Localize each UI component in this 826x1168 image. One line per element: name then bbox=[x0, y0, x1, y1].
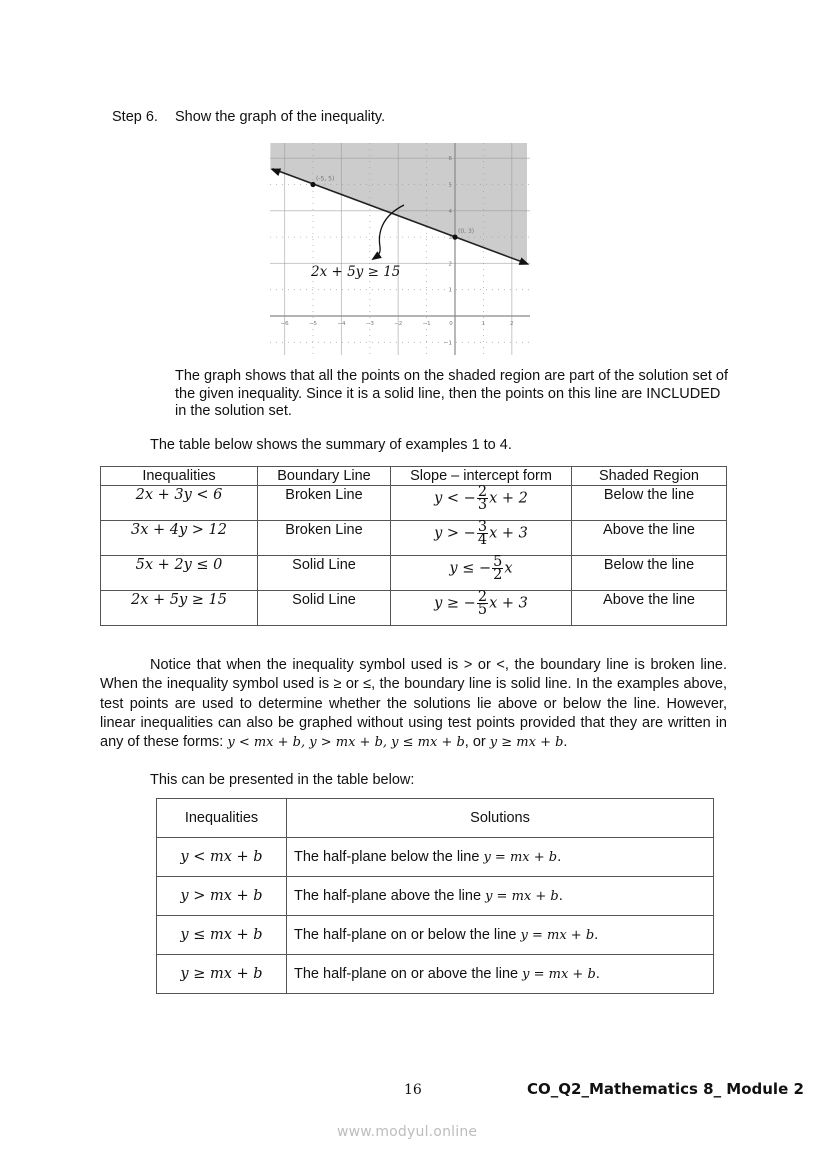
row-inequality: 2x + 5y ≥ 15 bbox=[101, 591, 258, 626]
row-inequality: y > mx + b bbox=[157, 877, 287, 916]
x-tick-label: −6 bbox=[280, 321, 289, 327]
solution-end: . bbox=[594, 928, 599, 943]
slope-fraction bbox=[492, 556, 503, 581]
watermark: www.modyul.online bbox=[337, 1124, 478, 1140]
fraction-numerator: 2 bbox=[477, 589, 488, 605]
summary-header-row bbox=[101, 467, 727, 486]
header-solutions: Solutions bbox=[287, 799, 714, 838]
row-region: Below the line bbox=[572, 556, 727, 591]
y-tick-label: 4 bbox=[448, 208, 452, 215]
notice-forms: y < mx + b, y > mx + b, y ≤ mx + b bbox=[227, 735, 465, 751]
y-tick-label: 3 bbox=[448, 235, 452, 242]
page-number: 16 bbox=[404, 1082, 422, 1098]
graph-explanation: The graph shows that all the points on the shaded region are part of the solution set of the given inequality. Since it is a solid line, then the points on this line are INCLUDED in the solution set. bbox=[175, 368, 728, 419]
row-inequality: 3x + 4y > 12 bbox=[101, 521, 258, 556]
y-tick-label: 2 bbox=[448, 261, 452, 268]
fraction-denominator: 3 bbox=[477, 497, 488, 513]
point-label: (-5, 5) bbox=[316, 175, 335, 183]
row-boundary: Solid Line bbox=[258, 556, 391, 591]
graph-point bbox=[452, 235, 457, 240]
fraction-numerator: 2 bbox=[477, 484, 488, 500]
step-text: Show the graph of the inequality. bbox=[175, 109, 386, 125]
header-slope-intercept: Slope – intercept form bbox=[391, 467, 572, 486]
solution-text: The half-plane on or above the line bbox=[294, 966, 523, 982]
graph-inequality-label: 2x + 5y ≥ 15 bbox=[311, 264, 401, 280]
fraction-numerator: 3 bbox=[477, 519, 488, 535]
step-heading bbox=[112, 109, 385, 125]
x-tick-label: −1 bbox=[422, 321, 431, 327]
summary-row bbox=[101, 556, 727, 591]
row-solution bbox=[287, 877, 714, 916]
solution-text: The half-plane on or below the line bbox=[294, 927, 521, 943]
fraction-denominator: 2 bbox=[493, 567, 503, 583]
solution-end: . bbox=[558, 889, 563, 904]
solution-equation: y = mx + b bbox=[520, 928, 595, 943]
step-number: Step 6. bbox=[112, 109, 158, 125]
shaded-solution-region bbox=[270, 143, 527, 264]
slope-prefix: y ≤ − bbox=[449, 560, 492, 577]
fraction-denominator: 5 bbox=[477, 602, 488, 618]
forms-row bbox=[157, 955, 714, 994]
row-boundary: Solid Line bbox=[258, 591, 391, 626]
slope-suffix: x + 2 bbox=[489, 490, 528, 507]
row-slope-intercept bbox=[391, 591, 572, 626]
notice-end: . bbox=[563, 734, 568, 751]
row-solution bbox=[287, 838, 714, 877]
point-label: (0, 3) bbox=[458, 228, 475, 236]
solution-end: . bbox=[595, 967, 600, 982]
slope-prefix: y > − bbox=[434, 525, 476, 542]
solution-equation: y = mx + b bbox=[485, 889, 559, 904]
row-inequality: 2x + 3y < 6 bbox=[101, 486, 258, 521]
y-tick-label: 6 bbox=[448, 156, 452, 163]
module-footer: CO_Q2_Mathematics 8_ Module 2 bbox=[527, 1080, 804, 1098]
forms-table bbox=[156, 798, 714, 994]
row-solution bbox=[287, 955, 714, 994]
summary-table bbox=[100, 466, 727, 626]
row-inequality: 5x + 2y ≤ 0 bbox=[101, 556, 258, 591]
row-boundary: Broken Line bbox=[258, 521, 391, 556]
x-tick-label: 0 bbox=[449, 321, 453, 327]
slope-suffix: x + 3 bbox=[489, 525, 528, 542]
row-region: Above the line bbox=[572, 591, 727, 626]
row-inequality: y ≥ mx + b bbox=[157, 955, 287, 994]
slope-fraction bbox=[477, 591, 488, 616]
graph-point bbox=[310, 182, 315, 187]
notice-or: , or bbox=[464, 734, 490, 751]
forms-row bbox=[157, 838, 714, 877]
slope-fraction bbox=[477, 486, 488, 511]
y-tick-label: 5 bbox=[448, 182, 452, 189]
row-inequality: y ≤ mx + b bbox=[157, 916, 287, 955]
header-inequalities: Inequalities bbox=[101, 467, 258, 486]
row-slope-intercept bbox=[391, 521, 572, 556]
summary-row bbox=[101, 486, 727, 521]
row-boundary: Broken Line bbox=[258, 486, 391, 521]
slope-prefix: y < − bbox=[434, 490, 476, 507]
x-tick-label: 1 bbox=[481, 321, 486, 327]
x-tick-label: 2 bbox=[510, 321, 514, 327]
forms-row bbox=[157, 916, 714, 955]
x-tick-label: −2 bbox=[394, 321, 403, 327]
header-inequalities: Inequalities bbox=[157, 799, 287, 838]
slope-suffix: x bbox=[504, 560, 513, 577]
solution-text: The half-plane above the line bbox=[294, 888, 486, 904]
row-slope-intercept bbox=[391, 486, 572, 521]
slope-fraction bbox=[477, 521, 488, 546]
header-shaded-region: Shaded Region bbox=[572, 467, 727, 486]
slope-suffix: x + 3 bbox=[489, 595, 528, 612]
x-tick-label: −3 bbox=[365, 321, 374, 327]
y-tick-label: −1 bbox=[443, 340, 452, 347]
solution-end: . bbox=[557, 850, 562, 865]
header-boundary-line: Boundary Line bbox=[258, 467, 391, 486]
row-slope-intercept bbox=[391, 556, 572, 591]
x-tick-label: −4 bbox=[337, 321, 346, 327]
solution-equation: y = mx + b bbox=[483, 850, 558, 865]
line-arrowhead-left bbox=[270, 168, 281, 176]
fraction-numerator: 5 bbox=[493, 554, 503, 570]
notice-paragraph bbox=[100, 656, 727, 752]
notice-text: Notice that when the inequality symbol used is > or <, the boundary line is broken line. When the inequality symbol used is ≥ or ≤, the boundary line is solid line. In the examples above, test points are used to determine whether the solutions lie above or below the line. However, linear inequalities can also be graphed without using test points provided that they are written in any of these forms: bbox=[100, 657, 727, 751]
inequality-graph bbox=[270, 143, 530, 355]
slope-prefix: y ≥ − bbox=[434, 595, 476, 612]
y-tick-label: 1 bbox=[448, 287, 452, 294]
x-tick-label: −5 bbox=[308, 321, 318, 327]
forms-header-row bbox=[157, 799, 714, 838]
presented-text: This can be presented in the table below: bbox=[150, 772, 415, 788]
row-region: Below the line bbox=[572, 486, 727, 521]
fraction-denominator: 4 bbox=[477, 532, 488, 548]
summary-row bbox=[101, 521, 727, 556]
summary-row bbox=[101, 591, 727, 626]
row-region: Above the line bbox=[572, 521, 727, 556]
row-inequality: y < mx + b bbox=[157, 838, 287, 877]
row-solution bbox=[287, 916, 714, 955]
notice-last-form: y ≥ mx + b bbox=[489, 735, 564, 751]
forms-row bbox=[157, 877, 714, 916]
solution-text: The half-plane below the line bbox=[294, 849, 484, 865]
solution-equation: y = mx + b bbox=[522, 967, 596, 982]
table-intro: The table below shows the summary of examples 1 to 4. bbox=[150, 437, 512, 453]
